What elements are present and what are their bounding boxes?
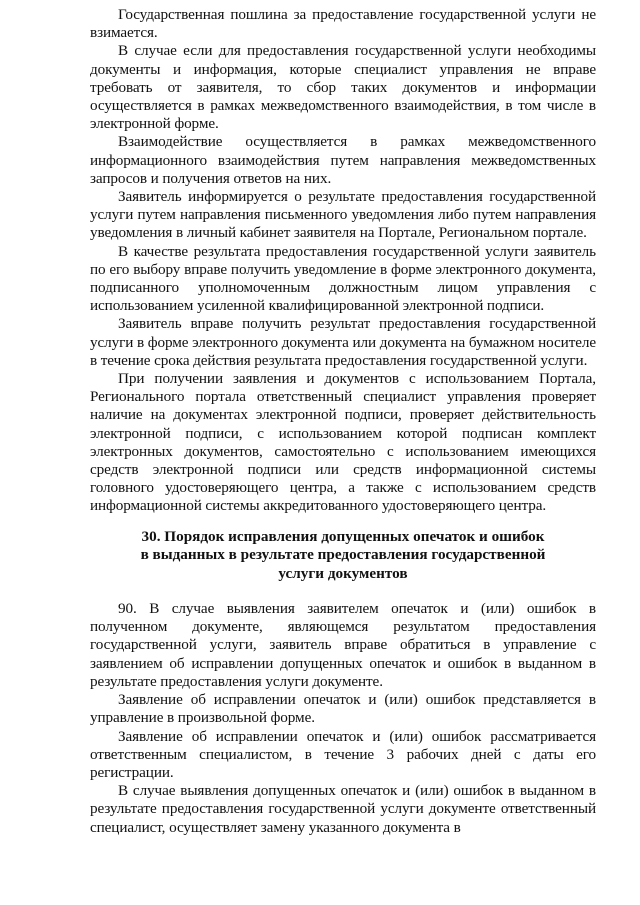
paragraph-result-format: Заявитель вправе получить результат предоставления государственной услуги в форме электронного документа или документа на бумажном носителе в течение срока действия результата предоставления государственной услуги. (90, 315, 596, 369)
spacer (90, 584, 596, 600)
section-heading-line-3: услуги документов (278, 565, 408, 583)
paragraph-result-electronic: В качестве результата предоставления государственной услуги заявитель по его выбору вправе получить уведомление в форме электронного документа, подписанного уполномоченным должностным лицом управления с использованием усиленной квалифицированной электронной подписи. (90, 242, 596, 315)
spacer (90, 516, 596, 528)
paragraph-interaction: Взаимодействие осуществляется в рамках межведомственного информационного взаимодействия путем направления межведомственных запросов и получения ответов на них. (90, 133, 596, 187)
section-heading-line-1: 30. Порядок исправления допущенных опечаток и ошибок (141, 527, 545, 545)
section-heading (90, 528, 596, 584)
paragraph-review-term: Заявление об исправлении опечаток и (или) ошибок рассматривается ответственным специалистом, в течение 3 рабочих дней с даты его регистрации. (90, 727, 596, 781)
document-page (90, 6, 596, 896)
section-heading-line-2: в выданных в результате предоставления государственной (140, 546, 546, 564)
paragraph-fee: Государственная пошлина за предоставление государственной услуги не взимается. (90, 6, 596, 42)
paragraph-replacement: В случае выявления допущенных опечаток и (или) ошибок в выданном в результате предоставления государственной услуги документе ответственный специалист, осуществляет замену указанного документа в (90, 782, 596, 836)
paragraph-signature-check: При получении заявления и документов с использованием Портала, Регионального портала ответственный специалист управления проверяет наличие на документах электронной подписи, проверяет действительность электронной подписи, с использованием которой подписан комплект электронных документов, самостоятельно с использованием имеющихся средств электронной подписи или средств информационной системы головного удостоверяющего центра, а также с использованием средств информационной системы аккредитованного удостоверяющего центра. (90, 370, 596, 515)
paragraph-90: 90. В случае выявления заявителем опечаток и (или) ошибок в полученном документе, являющемся результатом предоставления государственной услуги, заявитель вправе обратиться в управление с заявлением об исправлении допущенных опечаток и ошибок в выданном в результате предоставления услуги документе. (90, 600, 596, 690)
paragraph-notification: Заявитель информируется о результате предоставления государственной услуги путем направления письменного уведомления либо путем направления уведомления в личный кабинет заявителя на Портале, Региональном портале. (90, 188, 596, 242)
paragraph-application-form: Заявление об исправлении опечаток и (или) ошибок представляется в управление в произвольной форме. (90, 691, 596, 727)
paragraph-interagency-collection: В случае если для предоставления государственной услуги необходимы документы и информация, которые специалист управления не вправе требовать от заявителя, то сбор таких документов и информации осуществляется в рамках межведомственного взаимодействия, в том числе в электронной форме. (90, 42, 596, 133)
